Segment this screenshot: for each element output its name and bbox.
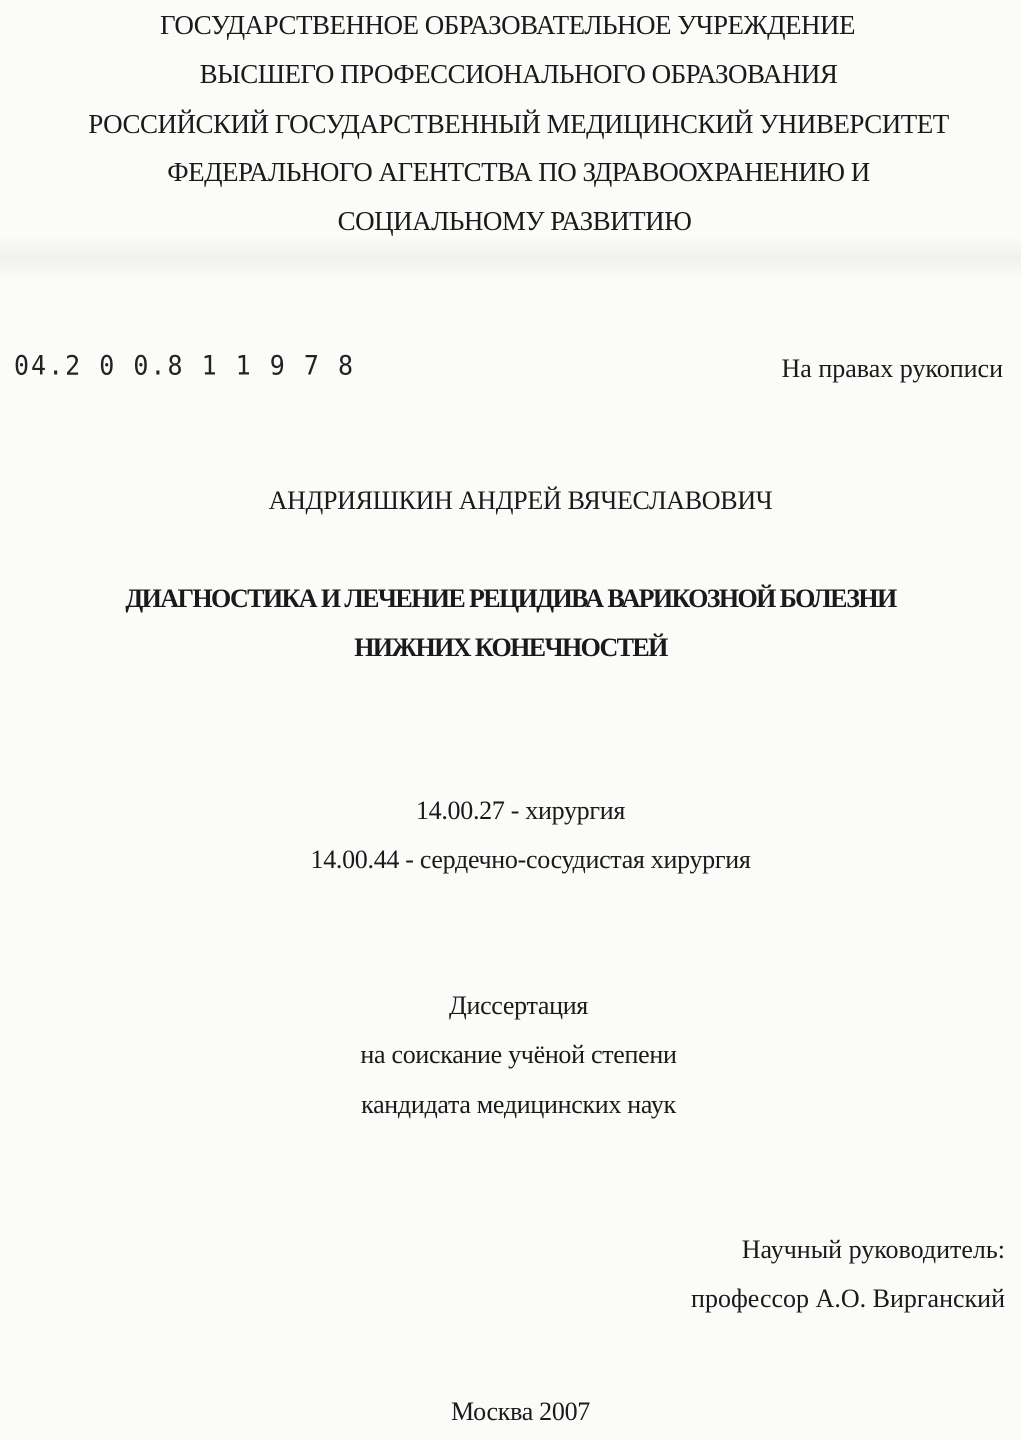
- specialty-line-1: 14.00.27 - хирургия: [415, 796, 626, 825]
- manuscript-rights-note: На правах рукописи: [781, 354, 1003, 383]
- title-line-1: ДИАГНОСТИКА И ЛЕЧЕНИЕ РЕЦИДИВА ВАРИКОЗНОЙ БОЛЕЗНИ: [125, 584, 896, 613]
- supervisor-name: профессор А.О. Вирганский: [691, 1284, 1005, 1313]
- degree-line-2: на соискание учёной степени: [360, 1040, 677, 1069]
- supervisor-label: Научный руководитель:: [741, 1235, 1005, 1264]
- institution-line-4: ФЕДЕРАЛЬНОГО АГЕНТСТВА ПО ЗДРАВООХРАНЕНИЮ И: [167, 157, 870, 187]
- degree-line-3: кандидата медицинских наук: [361, 1090, 676, 1119]
- institution-line-3: РОССИЙСКИЙ ГОСУДАРСТВЕННЫЙ МЕДИЦИНСКИЙ УНИВЕРСИТЕТ: [88, 109, 949, 139]
- author-name: АНДРИЯШКИН АНДРЕЙ ВЯЧЕСЛАВОВИЧ: [268, 486, 773, 515]
- title-line-2: НИЖНИХ КОНЕЧНОСТЕЙ: [354, 633, 667, 662]
- institution-line-1: ГОСУДАРСТВЕННОЕ ОБРАЗОВАТЕЛЬНОЕ УЧРЕЖДЕНИЕ: [159, 10, 856, 40]
- degree-line-1: Диссертация: [449, 991, 588, 1020]
- specialty-line-2: 14.00.44 - сердечно-сосудистая хирургия: [310, 845, 751, 874]
- place-and-year: Москва 2007: [451, 1397, 590, 1426]
- scan-shadow-band: [0, 236, 1021, 280]
- institution-line-5: СОЦИАЛЬНОМУ РАЗВИТИЮ: [337, 206, 692, 236]
- registration-number-stamp: 04.2 0 0.8 1 1 9 7 8: [14, 350, 356, 381]
- institution-line-2: ВЫСШЕГО ПРОФЕССИОНАЛЬНОГО ОБРАЗОВАНИЯ: [199, 59, 838, 89]
